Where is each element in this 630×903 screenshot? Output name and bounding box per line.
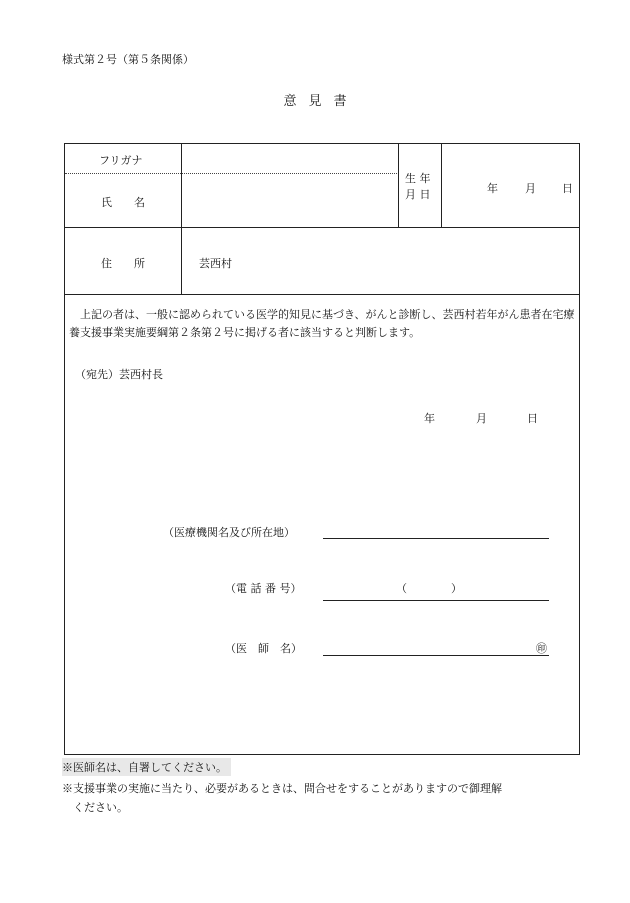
institution-line[interactable] [323,538,549,539]
address-value: 芸西村 [199,257,232,270]
address-label: 住所 [101,257,167,270]
form-number: 様式第２号（第５条関係） [62,53,194,66]
birth-date-label: 生 年 月 日 [405,172,431,201]
label-column-divider [181,144,182,294]
institution-label: （医療機関名及び所在地） [163,526,295,539]
page-title: 意見書 [283,94,359,109]
addressee: （宛先）芸西村長 [75,368,163,381]
birth-year-unit: 年 [487,182,498,195]
form-frame [64,143,580,755]
note-signature: ※医師名は、自署してください。 [62,758,231,776]
name-label: 氏名 [101,196,167,209]
doctor-line[interactable] [323,655,549,656]
date-year-unit: 年 [424,412,435,425]
phone-label: （電 話 番 号） [225,582,302,595]
note-inquiry: ※支援事業の実施に当たり、必要があるときは、問合せをすることがありますので御理解 ください。 [62,782,502,814]
birth-month-unit: 月 [525,182,536,195]
furigana-label: フリガナ [99,154,143,167]
phone-paren-close: ） [451,582,462,595]
seal-mark: ㊞ [536,642,547,655]
phone-paren-open: （ [396,582,407,595]
phone-line[interactable] [323,600,549,601]
birth-label-left-divider [398,144,399,227]
birth-day-unit: 日 [562,182,573,195]
furigana-divider [65,173,397,174]
row-divider-address [65,294,579,295]
date-month-unit: 月 [476,412,487,425]
statement-text: 上記の者は、一般に認められている医学的知見に基づき、がんと診断し、芸西村若年がん患者在宅療養支援事業実施要綱第２条第２号に掲げる者に該当すると判断します。 [69,308,575,339]
birth-label-right-divider [441,144,442,227]
row-divider-name [65,227,579,228]
date-day-unit: 日 [527,412,538,425]
doctor-label: （医 師 名） [225,642,302,655]
